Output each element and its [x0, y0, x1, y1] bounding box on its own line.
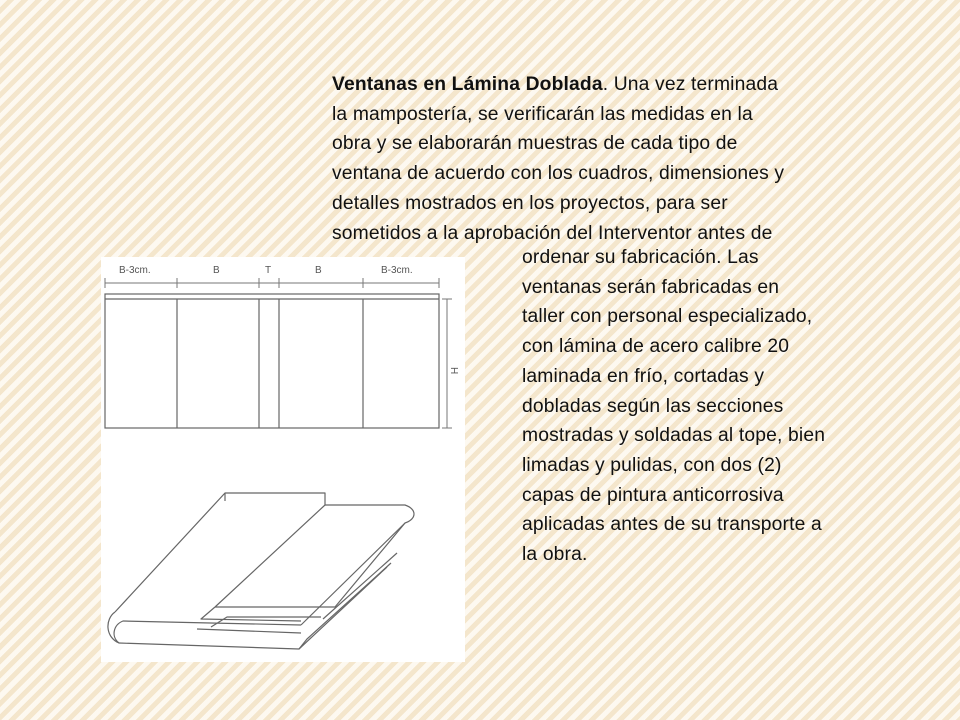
paragraph-line: ventana de acuerdo con los cuadros, dimensiones y — [332, 163, 785, 185]
paragraph-line: aplicadas antes de su transporte a — [522, 514, 822, 536]
dimension-label: T — [265, 265, 272, 276]
paragraph-line: detalles mostrados en los proyectos, para ser — [332, 192, 728, 214]
dimension-label: B-3cm. — [381, 265, 413, 276]
paragraph-line: ordenar su fabricación. Las — [522, 247, 759, 268]
paragraph-line: taller con personal especializado, — [522, 306, 813, 328]
paragraph-line: limadas y pulidas, con dos (2) — [522, 454, 782, 476]
diagram-svg — [101, 257, 465, 662]
paragraph-continuation — [522, 243, 902, 570]
paragraph-line: obra y se elaborarán muestras de cada tipo de — [332, 133, 738, 155]
window-sheet-diagram — [101, 257, 465, 662]
paragraph-line: capas de pintura anticorrosiva — [522, 484, 784, 506]
paragraph-line: laminada en frío, cortadas y — [522, 365, 765, 387]
paragraph-line: ventanas serán fabricadas en — [522, 276, 780, 298]
paragraph-top — [332, 70, 892, 248]
paragraph-line: la obra. — [522, 544, 588, 566]
dimension-label: B — [213, 265, 220, 276]
paragraph-line: sometidos a la aprobación del Interventor antes de — [332, 222, 773, 244]
flat-sheet — [105, 294, 439, 428]
paragraph-line: dobladas según las secciones — [522, 395, 784, 417]
paragraph-title: Ventanas en Lámina Doblada — [332, 74, 603, 95]
paragraph-line: la mampostería, se verificarán las medidas en la — [332, 103, 753, 125]
dimension-line-side — [442, 299, 452, 428]
paragraph-intro: . Una vez terminada — [602, 74, 779, 95]
paragraph-line: mostradas y soldadas al tope, bien — [522, 425, 826, 447]
height-label: H — [448, 367, 459, 375]
dimension-line-top — [105, 278, 439, 288]
dimension-label: B-3cm. — [119, 265, 151, 276]
paragraph-line: con lámina de acero calibre 20 — [522, 336, 790, 358]
dimension-label: B — [315, 265, 322, 276]
folded-sheet — [108, 493, 414, 649]
paragraph-first-line — [332, 70, 892, 100]
